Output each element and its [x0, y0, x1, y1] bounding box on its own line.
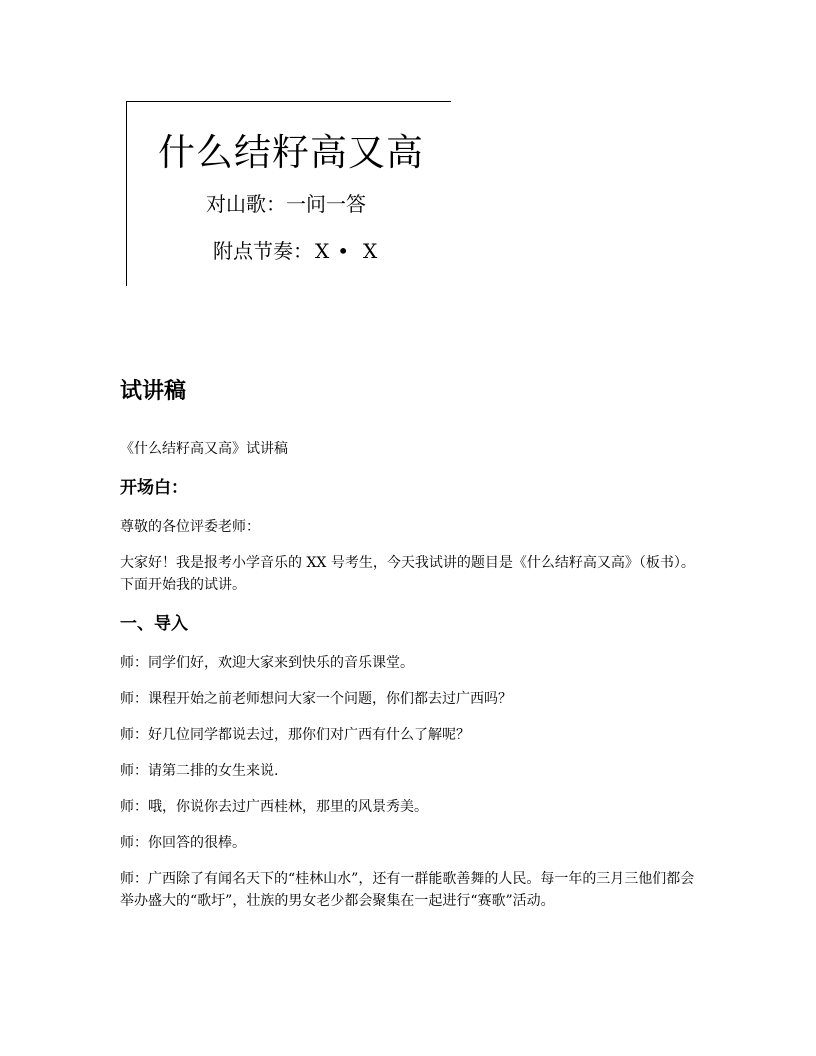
rhythm-note: X — [315, 239, 330, 263]
script-subtitle: 《什么结籽高又高》试讲稿 — [120, 441, 288, 457]
intro-paragraph: 大家好！我是报考小学音乐的 XX 号考生，今天我试讲的题目是《什么结籽高又高》（板书）。下面开始我的试讲。 — [120, 555, 695, 593]
rhythm-dot: • — [337, 239, 350, 263]
board-call-response: 对山歌：一问一答 — [206, 192, 366, 216]
dialogue-line: 师：哦，你说你去过广西桂林，那里的风景秀美。 — [120, 799, 428, 815]
dialogue-line: 师：同学们好，欢迎大家来到快乐的音乐课堂。 — [120, 655, 414, 671]
section-opening-heading: 开场白： — [120, 478, 188, 498]
dialogue-line: 师：你回答的很棒。 — [120, 835, 246, 851]
board-title: 什么结籽高又高 — [158, 131, 424, 174]
greeting-paragraph: 尊敬的各位评委老师： — [120, 519, 260, 535]
dialogue-line: 师：好几位同学都说去过，那你们对广西有什么了解呢？ — [120, 727, 470, 743]
rhythm-note: X — [363, 239, 378, 263]
board-dotted-rhythm — [213, 235, 377, 264]
rhythm-label: 附点节奏： — [213, 239, 313, 263]
dialogue-line: 师：课程开始之前老师想问大家一个问题，你们都去过广西吗？ — [120, 691, 512, 707]
script-heading: 试讲稿 — [120, 379, 187, 404]
dialogue-line: 师：广西除了有闻名天下的“桂林山水”，还有一群能歌善舞的人民。每一年的三月三他们都会举办盛大的“歌圩”，壮族的男女老少都会聚集在一起进行“赛歌”活动。 — [120, 871, 695, 909]
dialogue-line: 师：请第二排的女生来说. — [120, 763, 279, 779]
rhythm-notation — [315, 239, 377, 263]
lecture-script — [120, 372, 700, 926]
section-intro-heading: 一、导入 — [120, 614, 188, 634]
